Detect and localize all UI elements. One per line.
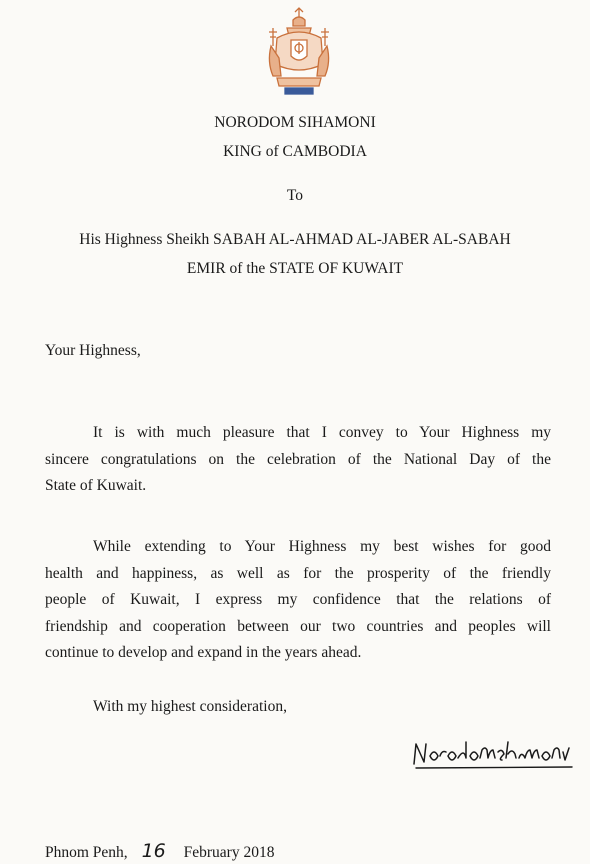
dateline [45,840,274,862]
paragraph-line: It is with much pleasure that I convey to Your Highness my [93,424,551,441]
date-month-year: February 2018 [183,844,275,861]
paragraph-line: sincere congratulations on the celebration of the National Day of the [45,450,551,468]
to-label: To [286,187,304,204]
paragraph-2 [45,534,551,667]
paragraph-line: State of Kuwait. [45,477,147,494]
sender-title: KING of CAMBODIA [223,143,367,160]
recipient-line-2: EMIR of the STATE OF KUWAIT [186,260,404,277]
signature-image [408,734,576,774]
paragraph-1 [45,420,551,500]
date-day: 16 [141,840,166,862]
closing: With my highest consideration, [93,698,287,715]
sender-name: NORODOM SIHAMONI [214,114,376,131]
paragraph-line: continue to develop and expand in the years ahead. [45,644,362,661]
royal-emblem-icon [263,6,335,98]
salutation: Your Highness, [45,342,141,359]
recipient-line-1: His Highness Sheikh SABAH AL-AHMAD AL-JABER AL-SABAH [79,231,511,248]
paragraph-line: health and happiness, as well as for the prosperity of the friendly [45,564,551,582]
date-place: Phnom Penh, [45,844,128,861]
paragraph-line: people of Kuwait, I express my confidence that the relations of [45,591,551,608]
paragraph-line: friendship and cooperation between our two countries and peoples will [45,617,551,635]
paragraph-line: While extending to Your Highness my best wishes for good [93,538,551,555]
